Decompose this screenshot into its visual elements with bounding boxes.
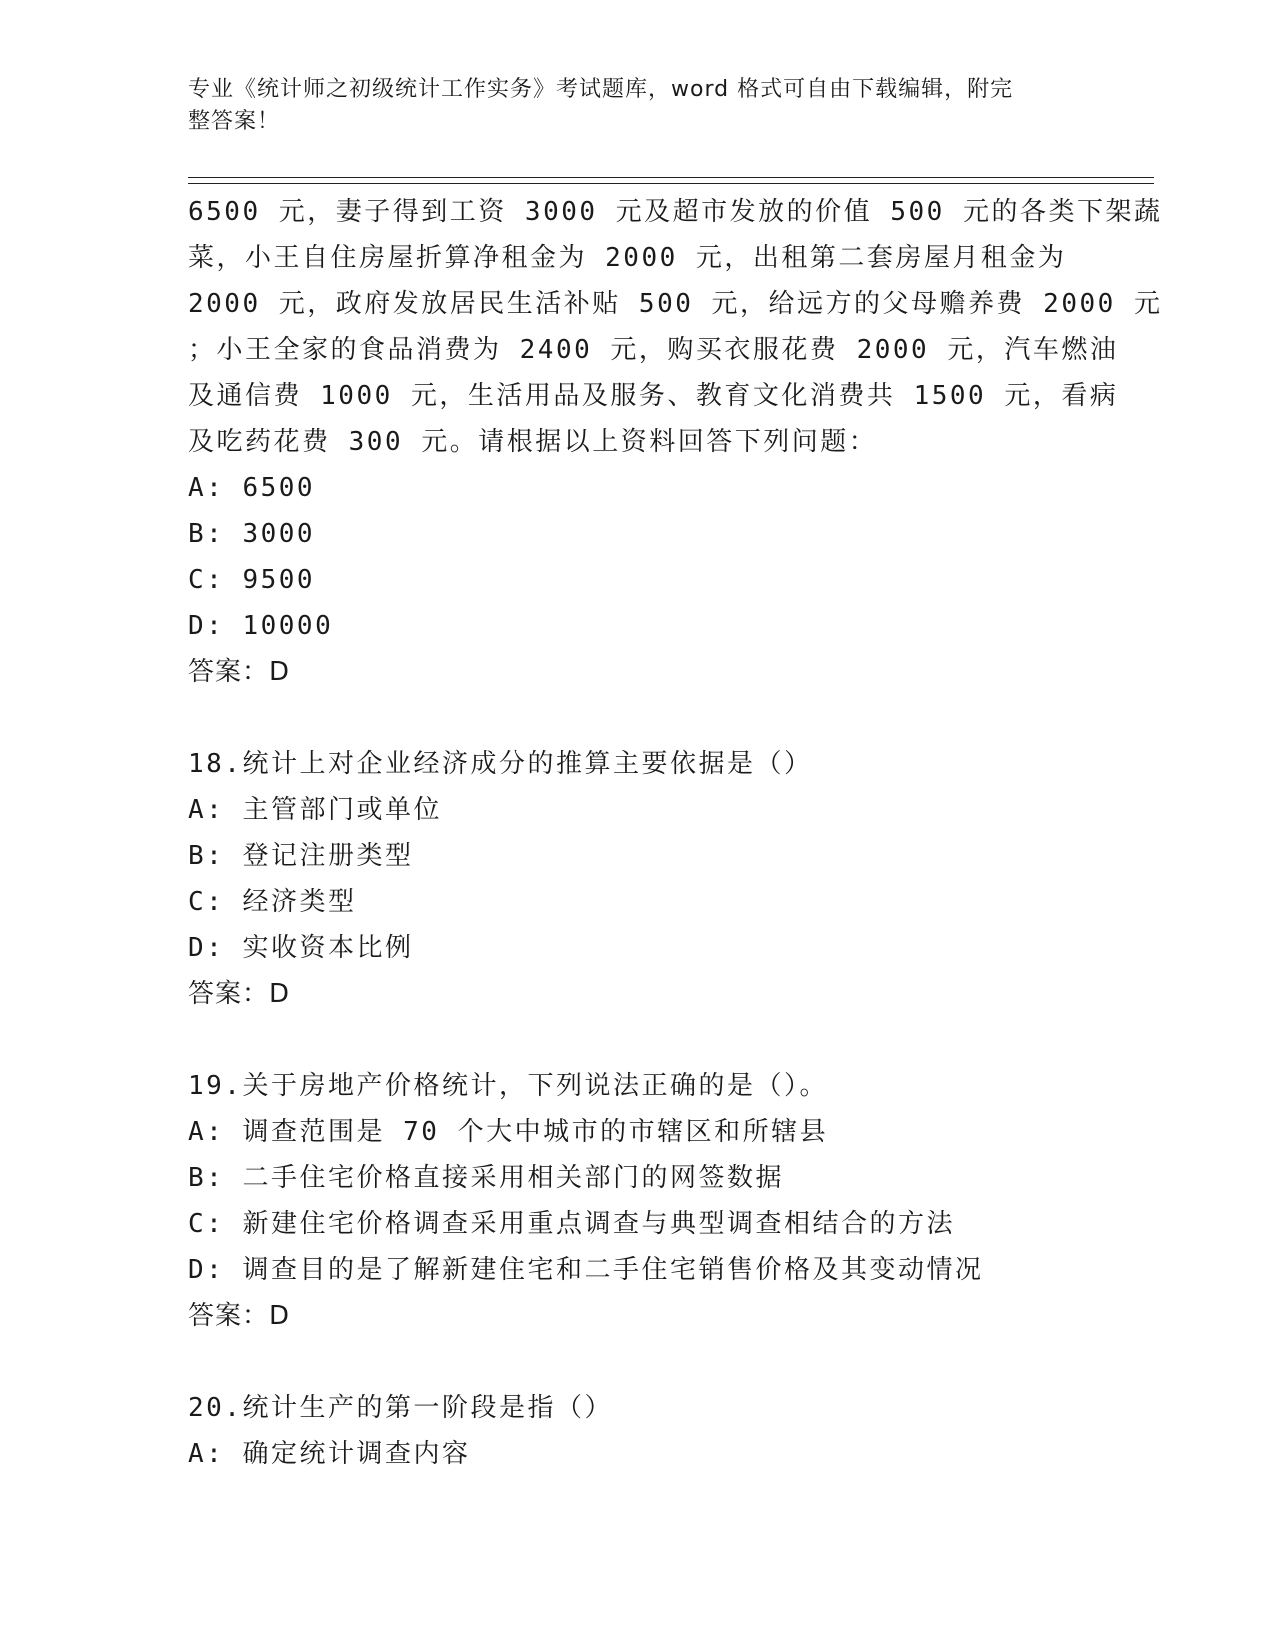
q19-option-b: B: 二手住宅价格直接采用相关部门的网签数据 <box>188 1163 784 1193</box>
q17-option-b: B: 3000 <box>188 519 316 549</box>
q20-stem: 20.统计生产的第一阶段是指（） <box>188 1393 613 1423</box>
q19-answer: 答案：D <box>188 1301 291 1331</box>
spacer <box>188 1339 1088 1385</box>
q17-stem-line-3: 2000 元，政府发放居民生活补贴 500 元，给远方的父母赡养费 2000 元 <box>188 289 1163 319</box>
q17-stem-line-5: 及通信费 1000 元，生活用品及服务、教育文化消费共 1500 元，看病 <box>188 381 1119 411</box>
q18-option-b: B: 登记注册类型 <box>188 841 414 871</box>
q18-answer: 答案：D <box>188 979 291 1009</box>
question-20 <box>188 1385 1088 1477</box>
q17-option-a: A: 6500 <box>188 473 316 503</box>
q18-stem: 18.统计上对企业经济成分的推算主要依据是（） <box>188 749 813 779</box>
document-header <box>188 74 1068 138</box>
q19-option-c: C: 新建住宅价格调查采用重点调查与典型调查相结合的方法 <box>188 1209 955 1239</box>
q18-option-d: D: 实收资本比例 <box>188 933 414 963</box>
q17-stem-line-6: 及吃药花费 300 元。请根据以上资料回答下列问题： <box>188 427 878 457</box>
q17-option-d: D: 10000 <box>188 611 334 641</box>
q17-option-c: C: 9500 <box>188 565 316 595</box>
header-line-2: 整答案！ <box>188 109 281 134</box>
q20-option-a: A: 确定统计调查内容 <box>188 1439 471 1469</box>
q17-stem-line-1: 6500 元，妻子得到工资 3000 元及超市发放的价值 500 元的各类下架蔬 <box>188 197 1163 227</box>
q17-answer: 答案：D <box>188 657 291 687</box>
header-rule-bottom <box>188 183 1154 184</box>
header-rule-top <box>188 177 1154 178</box>
q18-option-c: C: 经济类型 <box>188 887 357 917</box>
q18-option-a: A: 主管部门或单位 <box>188 795 442 825</box>
question-17 <box>188 189 1163 695</box>
q19-option-a: A: 调查范围是 70 个大中城市的市辖区和所辖县 <box>188 1117 829 1147</box>
q17-stem-line-2: 菜，小王自住房屋折算净租金为 2000 元，出租第二套房屋月租金为 <box>188 243 1067 273</box>
header-line-1: 专业《统计师之初级统计工作实务》考试题库，word 格式可自由下载编辑，附完 <box>188 77 1014 102</box>
q17-stem-line-4: ；小王全家的食品消费为 2400 元，购买衣服花费 2000 元，汽车燃油 <box>188 335 1119 365</box>
q19-stem: 19.关于房地产价格统计，下列说法正确的是（）。 <box>188 1071 828 1101</box>
document-body <box>188 189 1163 1477</box>
question-18 <box>188 741 1088 1017</box>
spacer <box>188 695 1088 741</box>
spacer <box>188 1017 1088 1063</box>
q19-option-d: D: 调查目的是了解新建住宅和二手住宅销售价格及其变动情况 <box>188 1255 984 1285</box>
question-19 <box>188 1063 1088 1339</box>
